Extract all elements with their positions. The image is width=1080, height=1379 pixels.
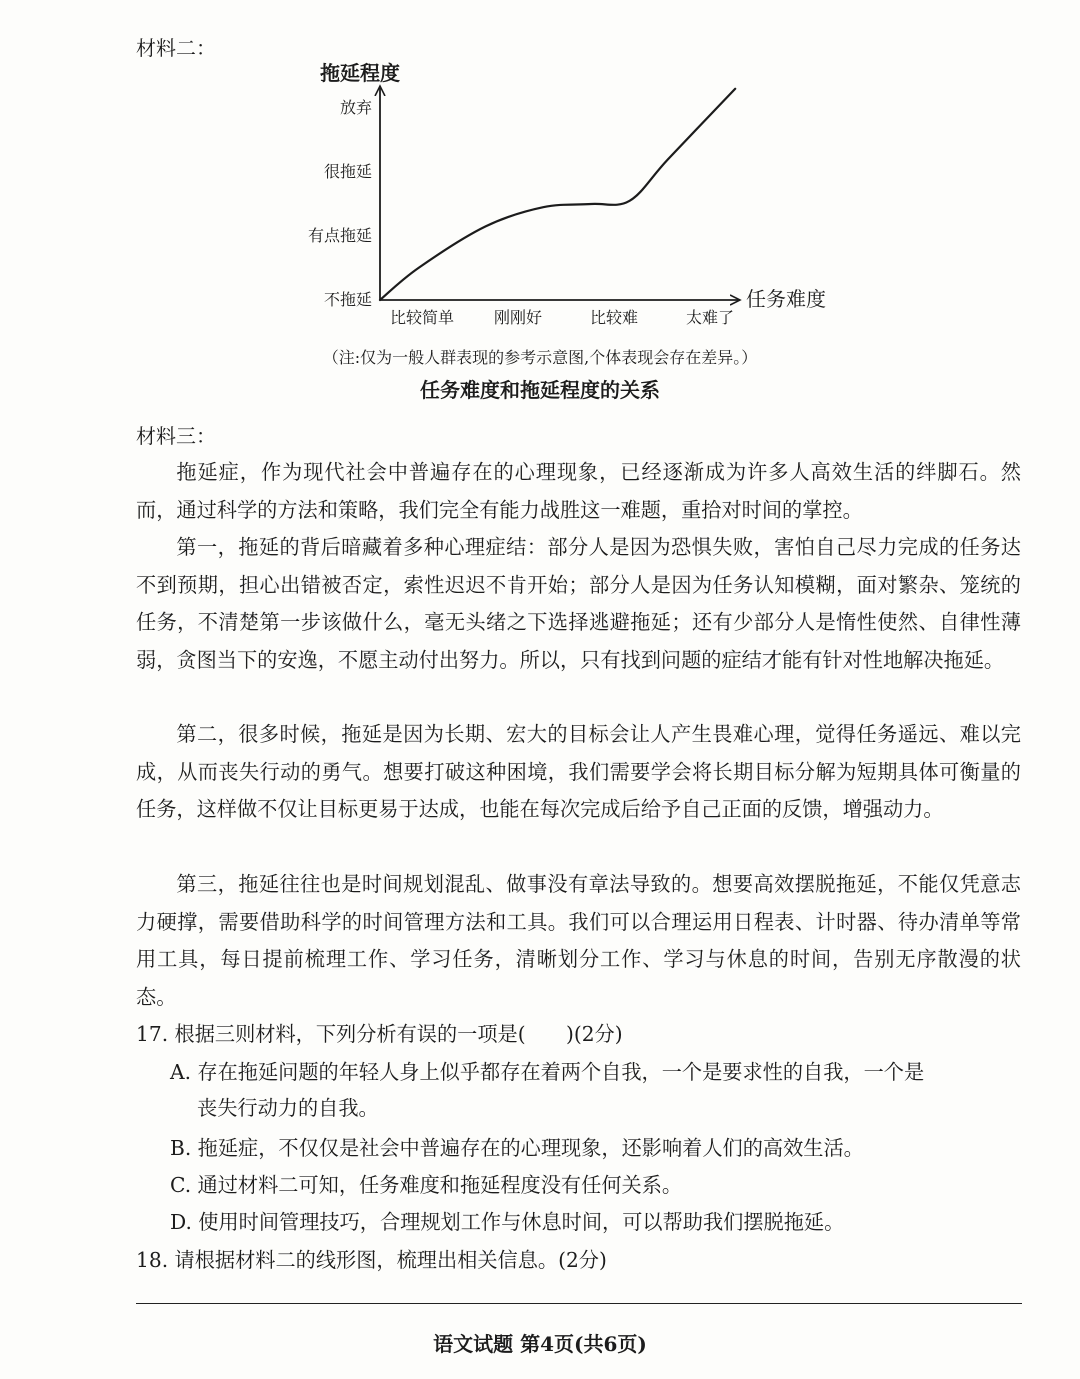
y-tick-label: 不拖延: [323, 290, 372, 309]
x-tick-label: 刚刚好: [493, 308, 543, 327]
option-a-line-1: A. 存在拖延问题的年轻人身上似乎都存在着两个自我，一个是要求性的自我，一个是: [170, 1060, 925, 1084]
y-axis-label: 拖延程度: [320, 61, 400, 85]
material-3-paragraph-1: 拖延症，作为现代社会中普遍存在的心理现象，已经逐渐成为许多人高效生活的绊脚石。然而，通过科学的方法和策略，我们完全有能力战胜这一难题，重拾对时间的掌控。: [136, 460, 1021, 522]
question-17-option-b[interactable]: B. 拖延症，不仅仅是社会中普遍存在的心理现象，还影响着人们的高效生活。: [170, 1136, 864, 1160]
question-17-option-c[interactable]: C. 通过材料二可知，任务难度和拖延程度没有任何关系。: [170, 1173, 683, 1197]
question-17-stem: 17. 根据三则材料，下列分析有误的一项是( )(2分): [136, 1022, 623, 1046]
y-tick-label: 有点拖延: [307, 226, 372, 245]
chart-svg: [280, 60, 860, 350]
material-3-label: 材料三：: [136, 424, 216, 448]
question-17-option-a[interactable]: [170, 1054, 1025, 1126]
footer-divider: [136, 1303, 1022, 1304]
material-2-label: 材料二：: [136, 36, 216, 60]
material-3-paragraph-2: 第一，拖延的背后暗藏着多种心理症结：部分人是因为恐惧失败，害怕自己尽力完成的任务达不到预期，担心出错被否定，索性迟迟不肯开始；部分人是因为任务认知模糊，面对繁杂、笼统的任务，不清楚第一步该做什么，毫无头绪之下选择逃避拖延；还有少部分人是惰性使然、自律性薄弱，贪图当下的安逸，不愿主动付出努力。所以，只有找到问题的症结才能有针对性地解决拖延。: [136, 535, 1021, 672]
series-line: [380, 89, 735, 300]
x-tick-label: 太难了: [685, 308, 735, 327]
question-17-option-d[interactable]: D. 使用时间管理技巧，合理规划工作与休息时间，可以帮助我们摆脱拖延。: [170, 1210, 845, 1234]
y-tick-label: 很拖延: [323, 162, 372, 181]
question-18-stem: 18. 请根据材料二的线形图，梳理出相关信息。(2分): [136, 1248, 607, 1272]
option-a-line-2: 丧失行动力的自我。: [197, 1096, 379, 1120]
chart-caption: 任务难度和拖延程度的关系: [420, 378, 660, 402]
x-axis-label: 任务难度: [746, 287, 826, 311]
chart-note: （注:仅为一般人群表现的参考示意图,个体表现会存在差异。）: [322, 348, 758, 367]
line-chart: [280, 60, 860, 350]
y-tick-label: 放弃: [339, 98, 372, 117]
x-tick-label: 比较难: [589, 308, 639, 327]
material-3-paragraph-3: 第二，很多时候，拖延是因为长期、宏大的目标会让人产生畏难心理，觉得任务遥远、难以完成，从而丧失行动的勇气。想要打破这种困境，我们需要学会将长期目标分解为短期具体可衡量的任务，这样做不仅让目标更易于达成，也能在每次完成后给予自己正面的反馈，增强动力。: [136, 722, 1021, 821]
material-3-paragraph-4: 第三，拖延往往也是时间规划混乱、做事没有章法导致的。想要高效摆脱拖延，不能仅凭意志力硬撑，需要借助科学的时间管理方法和工具。我们可以合理运用日程表、计时器、待办清单等常用工具，每日提前梳理工作、学习任务，清晰划分工作、学习与休息的时间，告别无序散漫的状态。: [136, 872, 1021, 1009]
x-tick-label: 比较简单: [389, 308, 455, 327]
page-footer: 语文试题 第4页(共6页): [433, 1332, 647, 1356]
